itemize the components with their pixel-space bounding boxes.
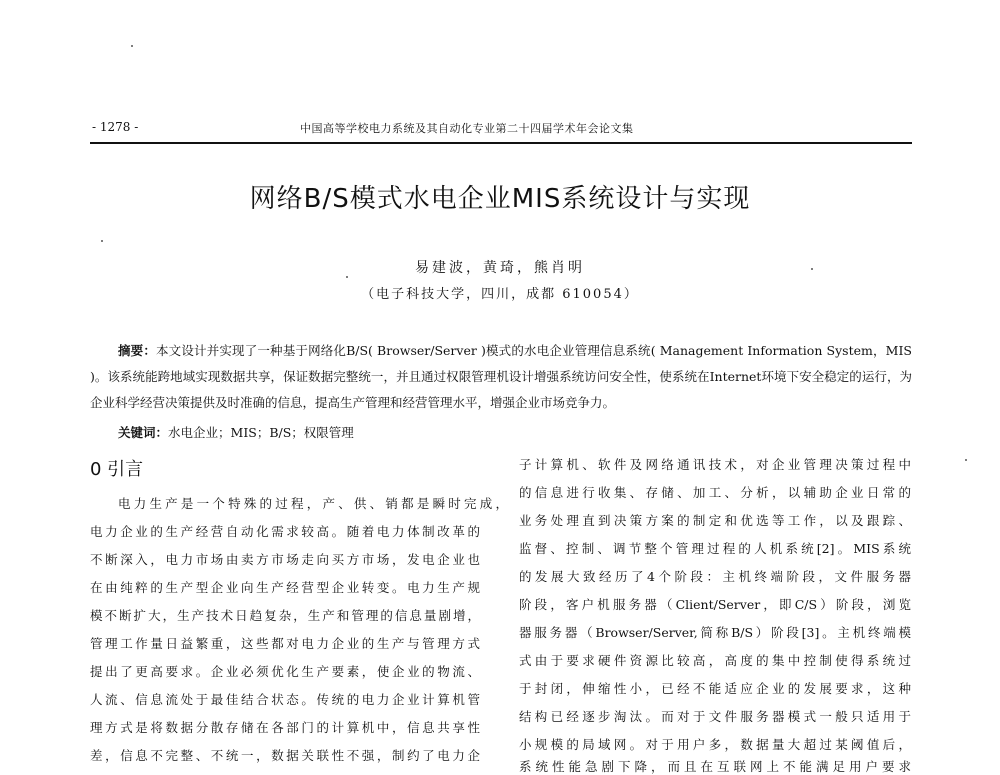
body-line: 在由纯粹的生产型企业向生产经营型企业转变。电力生产规: [90, 580, 480, 595]
body-line: 不断深入，电力市场由卖方市场走向买方市场，发电企业也: [90, 552, 480, 567]
body-line: 的信息进行收集、存储、加工、分析，以辅助企业日常的: [519, 485, 911, 500]
authors: 易建波，黄琦，熊肖明: [415, 260, 585, 276]
body-line: 系统性能急剧下降，而且在互联网上不能满足用户要求: [519, 759, 911, 774]
body-line: 器服务器（Browser/Server,简称B/S）阶段[3]。主机终端模: [519, 625, 911, 640]
scan-speck: [811, 268, 813, 270]
body-line: 子计算机、软件及网络通讯技术，对企业管理决策过程中: [519, 457, 911, 472]
body-line: 提出了更高要求。企业必须优化生产要素，使企业的物流、: [90, 664, 480, 679]
section-heading: 0 引言: [90, 459, 144, 480]
body-line: 差，信息不完整、不统一，数据关联性不强，制约了电力企: [90, 748, 480, 763]
body-line: 小规模的局域网。对于用户多，数据量大超过某阈值后，: [519, 737, 911, 752]
body-line: 的发展大致经历了4个阶段：主机终端阶段，文件服务器: [519, 569, 911, 584]
body-line: 业务处理直到决策方案的制定和优选等工作，以及跟踪、: [519, 513, 911, 528]
body-line: 阶段，客户机服务器（Client/Server，即C/S）阶段，浏览: [519, 597, 911, 612]
abstract-label: 摘要：: [118, 343, 157, 358]
body-line: 电力企业的生产经营自动化需求较高。随着电力体制改革的: [90, 524, 480, 539]
body-line: 监督、控制、调节整个管理过程的人机系统[2]。MIS系统: [519, 541, 911, 556]
keywords-label: 关键词：: [118, 425, 169, 440]
paper-title: 网络B/S模式水电企业MIS系统设计与实现: [249, 184, 751, 214]
body-line: 结构已经逐步淘汰。而对于文件服务器模式一般只适用于: [519, 709, 911, 724]
body-line: 管理工作量日益繁重，这些都对电力企业的生产与管理方式: [90, 636, 480, 651]
page-number: - 1278 -: [92, 120, 139, 134]
abstract-text: 本文设计并实现了一种基于网络化B/S( Browser/Server )模式的水电企业管理信息系统( Management Information System，MIS )。该系统能跨地域实现数据共享，保证数据完整统一，并且通过权限管理机设计增强系统访问安全性，使系统在Internet环境下安全稳定的运行，为企业科学经营决策提供及时准确的信息，提高生产管理和经营管理水平，增强企业市场竞争力。: [90, 343, 912, 410]
body-line: 电力生产是一个特殊的过程，产、供、销都是瞬时完成，: [118, 496, 508, 511]
scan-speck: [965, 459, 967, 461]
body-line: 理方式是将数据分散存储在各部门的计算机中，信息共享性: [90, 720, 480, 735]
body-line: 于封闭，伸缩性小，已经不能适应企业的发展要求，这种: [519, 681, 911, 696]
abstract: [90, 338, 912, 416]
body-line: 模不断扩大，生产技术日趋复杂，生产和管理的信息量剧增，: [90, 608, 480, 623]
scan-speck: [346, 276, 348, 278]
affiliation: （电子科技大学，四川，成都 610054）: [361, 287, 639, 302]
running-header: 中国高等学校电力系统及其自动化专业第二十四届学术年会论文集: [300, 122, 634, 135]
keywords-text: 水电企业；MIS；B/S；权限管理: [168, 425, 354, 440]
body-line: 式由于要求硬件资源比较高，高度的集中控制使得系统过: [519, 653, 911, 668]
keywords: [118, 423, 354, 441]
header-rule: [90, 142, 912, 144]
scan-speck: [101, 240, 103, 242]
body-line: 人流、信息流处于最佳结合状态。传统的电力企业计算机管: [90, 692, 480, 707]
scan-speck: [131, 45, 133, 47]
